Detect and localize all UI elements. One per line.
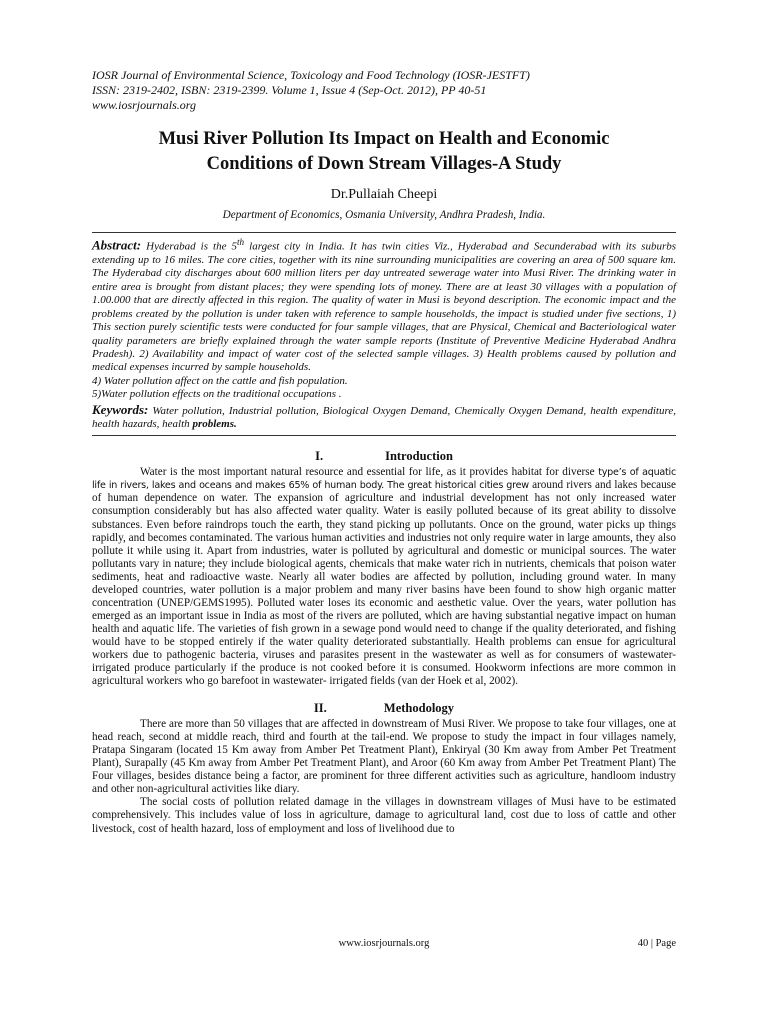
abstract-lead: Hyderabad is the 5 (146, 240, 237, 253)
section-heading-introduction (92, 449, 676, 464)
abstract-point-5: 5)Water pollution effects on the traditional occupations . (92, 388, 342, 401)
abstract-label: Abstract: (92, 237, 142, 253)
divider-top (92, 232, 676, 233)
page-number: 40 | Page (637, 938, 676, 949)
journal-name: IOSR Journal of Environmental Science, Toxicology and Food Technology (IOSR-JESTFT) (92, 68, 530, 82)
keywords-label: Keywords: (92, 401, 149, 417)
intro-text-alt-font: type’s of aquatic life in rivers, lakes and oceans and makes 65% of human body. The great historical cities grew (92, 467, 676, 492)
section-number: II. (313, 701, 327, 716)
title-line-1: Musi River Pollution Its Impact on Health and Economic (158, 129, 610, 149)
methodology-paragraph-1: There are more than 50 villages that are affected in downstream of Musi River. We propose to take four villages, one at head reach, second at middle reach, third and fourth at the tail-end. We propose to study the impact in four villages namely, Pratapa Singaram (located 15 Km away from Amber Pet Treatment Plant), Enkiryal (30 Km away from Amber Pet Treatment Plant), Surapally (45 Km away from Amber Pet Treatment Plant), and Aroor (60 Km away from Amber Pet Treatment Plant) The Four villages, besides distance being a factor, are prominent for three different activities such as agriculture, handloom industry and other non-agricultural activities like diary. (92, 718, 676, 796)
section-title: Methodology (383, 701, 455, 716)
title-line-2: Conditions of Down Stream Villages-A Study (206, 154, 562, 174)
abstract-point-4: 4) Water pollution affect on the cattle and fish population. (92, 374, 348, 387)
section-number: I. (315, 449, 324, 464)
introduction-paragraph (92, 466, 676, 688)
methodology-paragraph-2: The social costs of pollution related damage in the villages in downstream villages of Musi have to be estimated comprehensively. This includes value of loss in agriculture, damage to agricultural land, cost due to loss of cattle and other livestock, cost of health hazard, loss of employment and loss of livelihood due to (92, 796, 676, 835)
page-footer (92, 938, 676, 949)
keywords-text: Water pollution, Industrial pollution, Biological Oxygen Demand, Chemically Oxygen Demand, health expenditure, health hazards, health (92, 404, 676, 430)
footer-url: www.iosrjournals.org (338, 938, 430, 949)
paper-title (92, 127, 676, 177)
intro-text-start: Water is the most important natural resource and essential for life, as it provides habitat for diverse (140, 466, 599, 479)
section-title: Introduction (385, 449, 453, 464)
abstract-text: largest city in India. It has twin cities Viz., Hyderabad and Secunderabad with its suburbs extending up to 16 miles. The core cities, together with its nine surrounding municipalities are covering an area of 500 square km. The Hyderabad city discharges about 600 million liters per day untreated sewerage water into Musi River. The drinking water in entire area is brought from distant places; they were spending lots of money. There are at least 30 villages with a population of 1.00.000 that are directly affected in this region. The quality of water in Musi is beyond description. The economic impact and the problems created by the pollution is under taken with reference to sample households, the impact is studied under five sections, 1) This section purely scientific tests were conducted for four sample villages, that are Physical, Chemical and Bacteriological water quality parameters are briefly explained through the water sample reports (Institute of Preventive Medicine Hyderabad Andhra Pradesh). 2) Availability and impact of water cost of the selected sample villages. 3) Health problems caused by pollution and medical expenses incurred by sample households. (92, 240, 677, 374)
intro-text-rest: around rivers and lakes because of human dependence on water. The expansion of agriculture and industrial development has not only increased water consumption considerably but has also affected water quality. Water is easily polluted because of its great ability to dissolve substances. Even before raindrops touch the earth, they stand picking up pollutants. Once on the ground, water picks up things rapidly, and becomes contaminated. The various human activities and industries not only require water in large amounts, they also pollute it while using it. Apart from industries, water is polluted by agricultural and domestic or municipal sources. The water pollutants vary in nature; they include biological agents, chemicals that make water rich in nutrients, chemicals that poison water sediments, heat and radioactive waste. Nearly all water bodies are affected by pollution, including ground water. In many developed countries, water pollution is a major problem and many river basins have been found to show high organic matter concentration (UNEP/GEMS1995). Polluted water loses its economic and aesthetic value. Over the years, water pollution has emerged as an important issue in India as most of the rivers are polluted, which are having substantial negative impact on human health and aquatic life. The varieties of fish grown in a sewage pond would need to change if the quality deteriorated, and fishing would have to be stopped entirely if the water quality deteriorated substantially. Health problems can ensue for agricultural workers due to pathogenic bacteria, viruses and parasites present in the wastewater as well as for consumers of wastewater-irrigated produce particularly if the produce is not cooked before it is consumed. Hookworm infections are more common in agricultural workers who go barefoot in wastewater- irrigated fields (van der Hoek et al, 2002). (92, 479, 676, 688)
keywords-tail: problems. (192, 417, 237, 430)
keywords (92, 403, 676, 432)
abstract-superscript: th (237, 237, 245, 247)
journal-header (92, 68, 676, 113)
issn-line: ISSN: 2319-2402, ISBN: 2319-2399. Volume 1, Issue 4 (Sep-Oct. 2012), PP 40-51 (92, 83, 487, 97)
section-heading-methodology (92, 701, 676, 716)
divider-bottom (92, 435, 676, 436)
author-name: Dr.Pullaiah Cheepi (330, 187, 438, 202)
author-affiliation: Department of Economics, Osmania University, Andhra Pradesh, India. (222, 209, 546, 221)
abstract (92, 236, 676, 402)
journal-website: www.iosrjournals.org (92, 98, 197, 112)
